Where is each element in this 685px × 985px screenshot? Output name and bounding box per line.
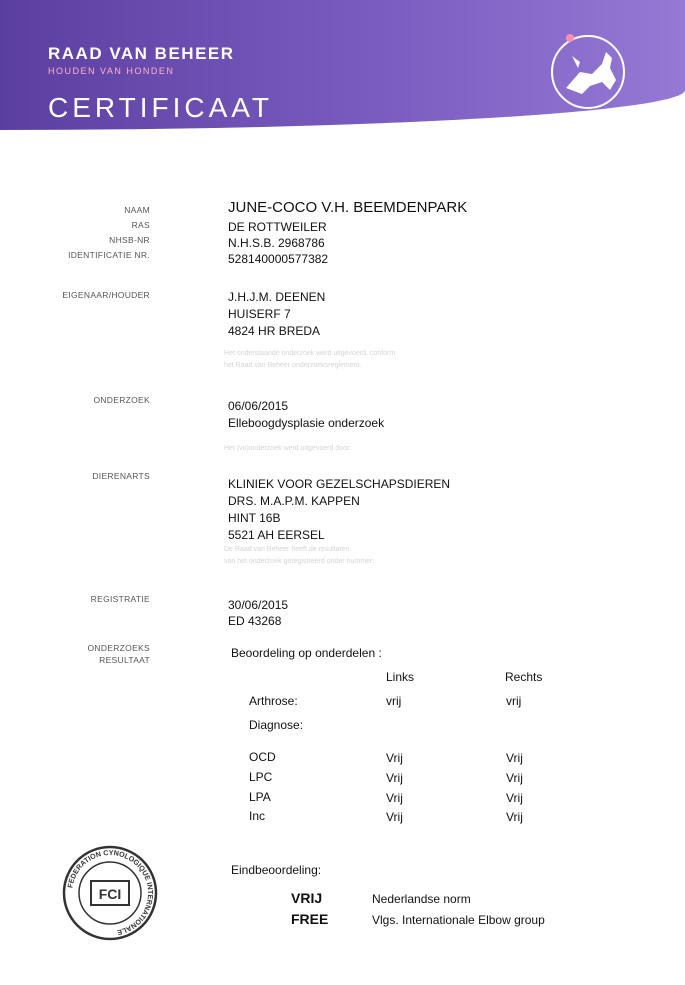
diagnosis-row-name: Inc — [249, 809, 266, 823]
arthrose-right: vrij — [506, 694, 522, 708]
certificate-header — [0, 0, 685, 130]
diagnosis-row-name: OCD — [249, 750, 276, 764]
organization-slogan: HOUDEN VAN HONDEN — [48, 66, 175, 76]
vet-name: DRS. M.A.P.M. KAPPEN — [228, 494, 360, 508]
final-result-international-note: Vlgs. Internationale Elbow group — [372, 913, 545, 927]
diagnosis-row-name: LPC — [249, 770, 273, 784]
organization-name: RAAD VAN BEHEER — [48, 44, 235, 63]
diagnosis-row-left: Vrij — [386, 771, 403, 785]
results-heading: Beoordeling op onderdelen : — [231, 646, 382, 660]
vet-clinic: KLINIEK VOOR GEZELSCHAPSDIEREN — [228, 477, 451, 491]
owner-note-line1: Het onderstaande onderzoek werd uitgevoerd, conform — [224, 350, 396, 357]
results-label-line1: ONDERZOEKS — [87, 643, 150, 653]
fci-seal-icon — [60, 843, 160, 943]
registration-number: ED 43268 — [228, 614, 282, 628]
column-right-header: Rechts — [505, 670, 543, 684]
vet-street: HINT 16B — [228, 511, 281, 525]
name-label: NAAM — [124, 205, 150, 215]
diagnosis-row-left: Vrij — [386, 810, 403, 824]
final-result-nl: VRIJ — [291, 890, 323, 906]
final-result-international: FREE — [291, 911, 329, 927]
exam-note: Het (vo)onderzoek werd uitgevoerd door: — [224, 445, 352, 452]
diagnosis-row-left: Vrij — [386, 791, 403, 805]
breed-label: RAS — [131, 220, 150, 230]
diagnose-label: Diagnose: — [249, 718, 304, 732]
identification-label: IDENTIFICATIE NR. — [68, 250, 150, 260]
vet-city: 5521 AH EERSEL — [228, 528, 325, 542]
exam-type: Elleboogdysplasie onderzoek — [228, 416, 385, 430]
diagnosis-row-right: Vrij — [506, 791, 523, 805]
diagnosis-row-right: Vrij — [506, 771, 523, 785]
exam-date: 06/06/2015 — [228, 399, 289, 413]
dog-logo-icon — [540, 28, 635, 113]
diagnosis-row-name: LPA — [249, 790, 271, 804]
svg-text:FEDERATION CYNOLOGIQUE INTERNA: FEDERATION CYNOLOGIQUE INTERNATIONALE — [65, 847, 156, 938]
vet-label: DIERENARTS — [92, 471, 150, 481]
identification-number: 528140000577382 — [228, 252, 329, 266]
final-assessment-label: Eindbeoordeling: — [231, 863, 322, 877]
owner-city: 4824 HR BREDA — [228, 324, 321, 338]
final-result-nl-note: Nederlandse norm — [372, 892, 471, 906]
diagnosis-row-right: Vrij — [506, 751, 523, 765]
diagnosis-row-right: Vrij — [506, 810, 523, 824]
exam-label: ONDERZOEK — [93, 395, 150, 405]
certificate-title: CERTIFICAAT — [48, 92, 273, 123]
owner-street: HUISERF 7 — [228, 307, 291, 321]
registration-label: REGISTRATIE — [90, 594, 150, 604]
arthrose-left: vrij — [386, 694, 402, 708]
vet-note-line1: De Raad van Beheer heeft de resultaten — [224, 546, 350, 553]
nhsb-number: N.H.S.B. 2968786 — [228, 236, 325, 250]
svg-text:FCI: FCI — [98, 886, 122, 902]
column-left-header: Links — [386, 670, 415, 684]
registration-date: 30/06/2015 — [228, 598, 289, 612]
diagnosis-row-left: Vrij — [386, 751, 403, 765]
owner-name: J.H.J.M. DEENEN — [228, 290, 326, 304]
nhsb-label: NHSB-NR — [109, 235, 150, 245]
results-label-line2: RESULTAAT — [99, 655, 150, 665]
dog-breed: DE ROTTWEILER — [228, 220, 327, 234]
vet-note-line2: van het onderzoek geregistreerd onder nummer: — [224, 558, 375, 565]
owner-label: EIGENAAR/HOUDER — [62, 290, 150, 300]
dog-name: JUNE-COCO V.H. BEEMDENPARK — [228, 199, 468, 216]
arthrose-label: Arthrose: — [249, 694, 298, 708]
owner-note-line2: het Raad van Beheer onderzoeksreglement. — [224, 362, 362, 369]
